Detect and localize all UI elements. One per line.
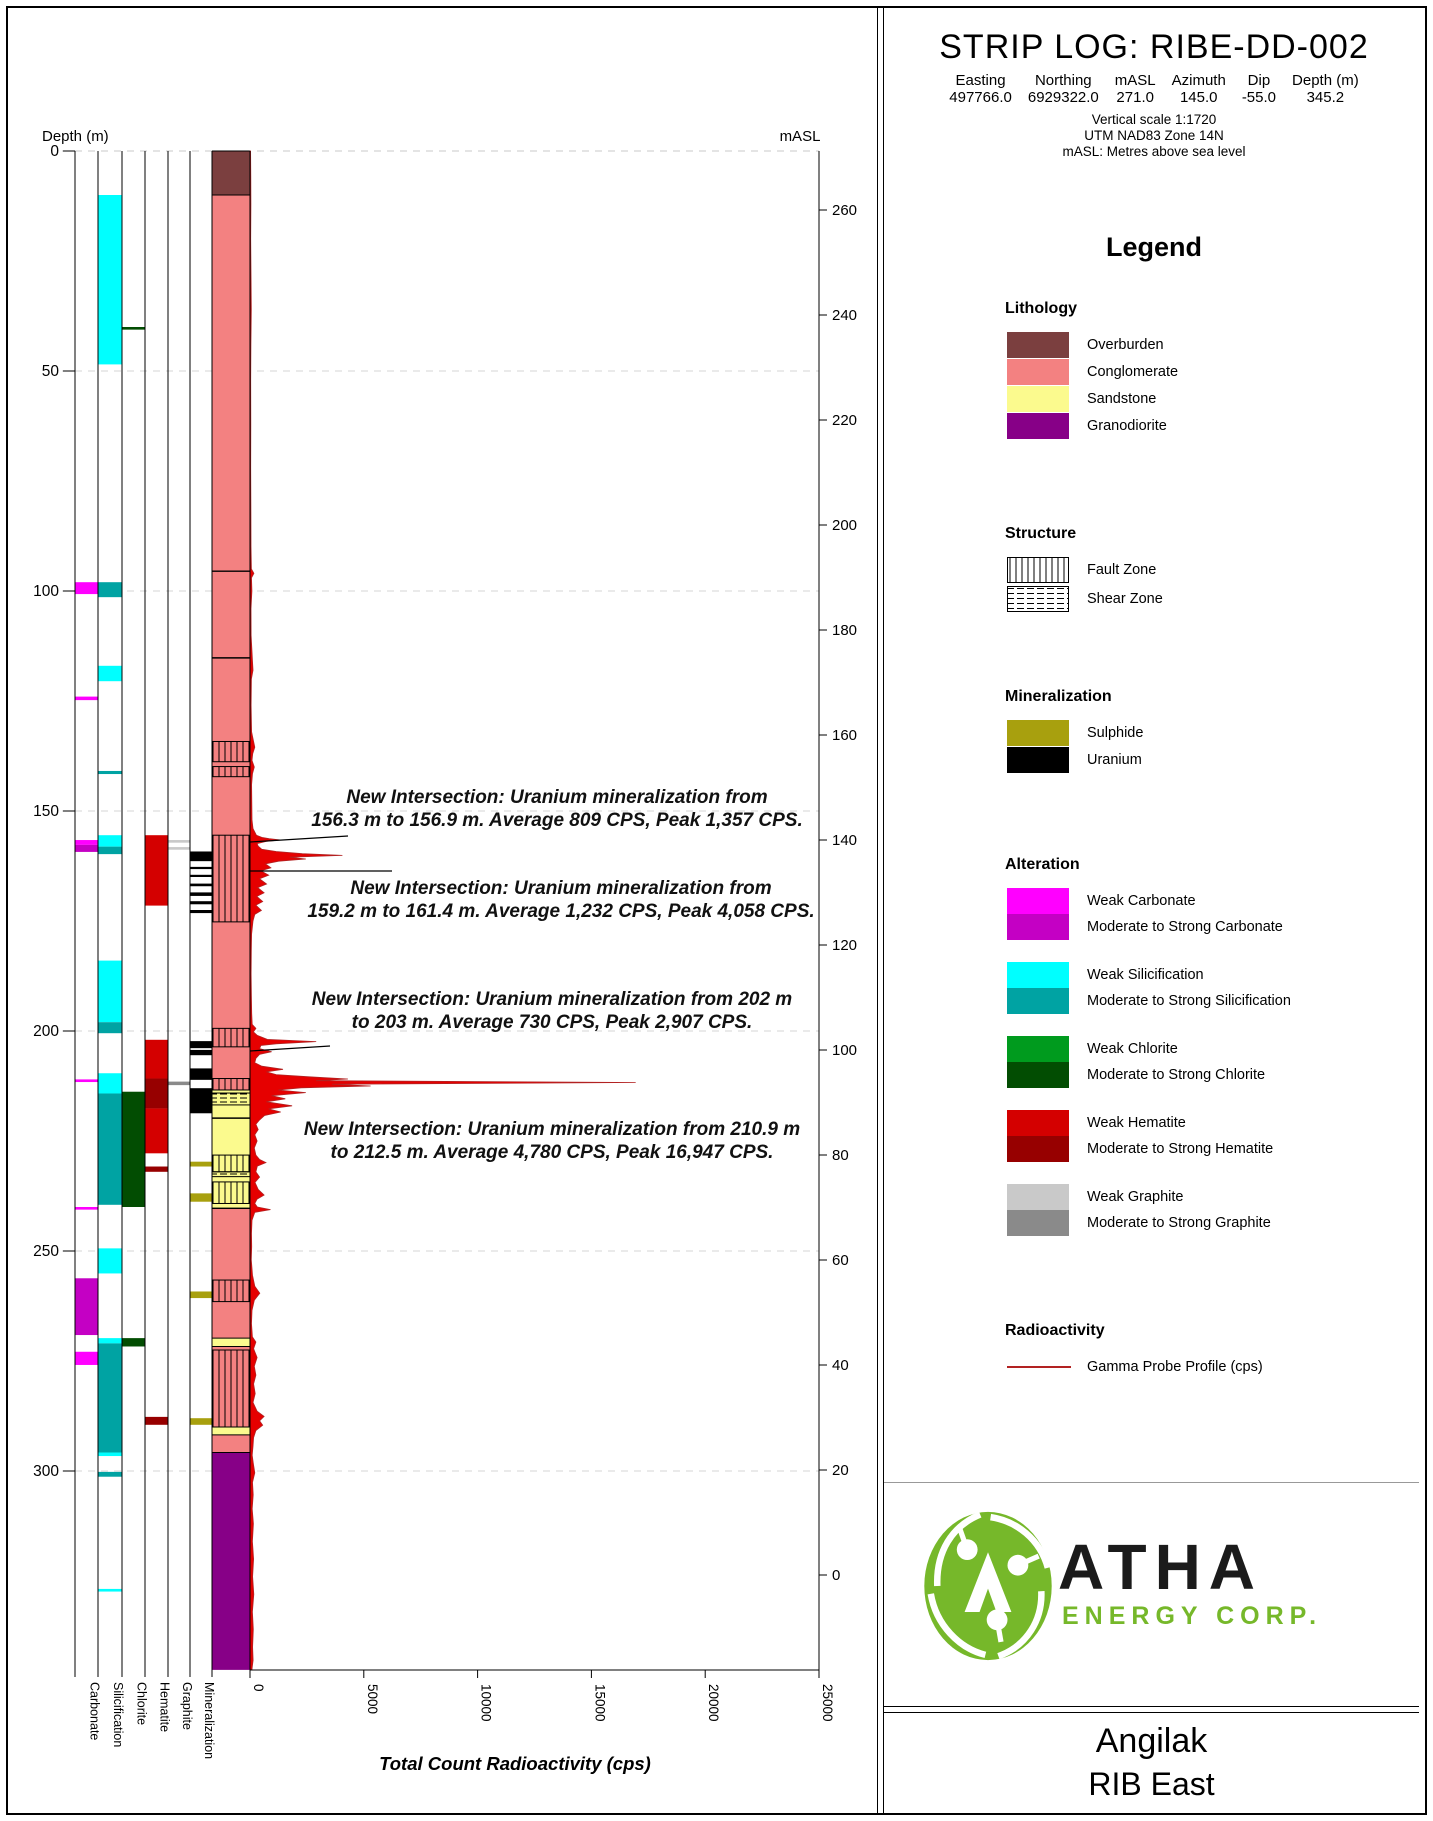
annotation-intersection-3 (242, 988, 862, 1034)
annotation-intersection-2 (251, 877, 871, 923)
svg-text:0: 0 (832, 1567, 841, 1584)
field-value: -55.0 (1241, 89, 1277, 106)
collar-field (1284, 72, 1367, 106)
svg-text:0: 0 (251, 1684, 266, 1692)
annotation-intersection-1 (247, 786, 867, 832)
svg-text:260: 260 (832, 202, 858, 219)
svg-text:Mineralization: Mineralization (202, 1682, 216, 1760)
field-label: Depth (m) (1292, 72, 1359, 89)
field-label: Easting (955, 72, 1006, 89)
brand-name: ATHA (1058, 1531, 1263, 1603)
area-name: RIB East (1088, 1766, 1215, 1802)
note-scale: Vertical scale 1:1720 (1091, 112, 1217, 127)
legend-item-label: Shear Zone (1087, 591, 1163, 607)
cps-axis (250, 1670, 835, 1774)
svg-text:15000: 15000 (592, 1684, 608, 1722)
field-value: 271.0 (1116, 89, 1154, 106)
svg-text:20: 20 (832, 1462, 849, 1479)
field-label: mASL (1114, 72, 1156, 89)
svg-text:250: 250 (33, 1243, 59, 1260)
svg-text:60: 60 (832, 1252, 849, 1269)
map-notes (890, 112, 1418, 160)
legend-item-label: Granodiorite (1087, 418, 1167, 434)
legend-item-label: Weak Graphite (1087, 1189, 1184, 1205)
annotation-line: 156.3 m to 156.9 m. Average 809 CPS, Peak 1,357 CPS. (311, 810, 803, 831)
annotation-line: to 212.5 m. Average 4,780 CPS, Peak 16,947 CPS. (330, 1142, 774, 1163)
field-value: 345.2 (1306, 89, 1345, 106)
collar-field (1107, 72, 1164, 106)
title-box-separator (884, 1706, 1419, 1707)
annotation-line: New Intersection: Uranium mineralization from 202 m (311, 989, 793, 1010)
svg-text:240: 240 (832, 307, 858, 324)
svg-text:300: 300 (33, 1463, 59, 1480)
fault-zone (212, 767, 250, 777)
fault-zone (212, 1280, 250, 1302)
legend-item-label: Gamma Probe Profile (cps) (1087, 1359, 1263, 1375)
annotation-line: New Intersection: Uranium mineralization from 210.9 m (303, 1119, 801, 1140)
legend-item-label: Moderate to Strong Carbonate (1087, 919, 1283, 935)
note-masl: mASL: Metres above sea level (1062, 144, 1246, 159)
column-labels (88, 1682, 217, 1759)
column-mineralization (190, 851, 212, 1424)
svg-text:Total Count Radioactivity (cps: Total Count Radioactivity (cps) (379, 1753, 651, 1774)
svg-text:Depth (m): Depth (m) (42, 128, 109, 145)
svg-text:180: 180 (832, 622, 858, 639)
panel-divider (883, 8, 884, 1813)
panel-divider (877, 8, 878, 1813)
fault-zone (212, 1182, 250, 1204)
shear-zone (212, 1172, 250, 1177)
legend-section-title: Structure (1005, 525, 1077, 542)
legend-item-label: Moderate to Strong Hematite (1087, 1141, 1274, 1157)
svg-text:10000: 10000 (478, 1684, 494, 1722)
legend-item-label: Moderate to Strong Chlorite (1087, 1067, 1266, 1083)
svg-text:Silicification: Silicification (111, 1682, 125, 1748)
svg-text:80: 80 (832, 1147, 849, 1164)
fault-zone (212, 1350, 250, 1427)
column-chlorite (122, 327, 145, 1346)
legend-item-label: Moderate to Strong Graphite (1087, 1215, 1271, 1231)
page-title: STRIP LOG: RIBE-DD-002 (939, 28, 1369, 66)
fault-zone (212, 1079, 250, 1090)
field-label: Azimuth (1171, 72, 1226, 89)
field-label: Dip (1247, 72, 1271, 89)
svg-text:220: 220 (832, 412, 858, 429)
collar-field (1164, 72, 1234, 106)
svg-text:Carbonate: Carbonate (87, 1682, 102, 1741)
annotation-intersection-4 (242, 1118, 862, 1164)
svg-text:Chlorite: Chlorite (134, 1682, 149, 1726)
legend-item-label: Weak Carbonate (1087, 893, 1196, 909)
column-carbonate (75, 582, 98, 1365)
column-graphite (168, 840, 190, 1085)
depth-axis (33, 128, 109, 1480)
annotation-line: to 203 m. Average 730 CPS, Peak 2,907 CPS. (351, 1012, 753, 1033)
legend-title: Legend (1105, 232, 1202, 262)
column-lithology (212, 151, 250, 1670)
field-value: 145.0 (1179, 89, 1218, 106)
svg-text:25000: 25000 (820, 1684, 835, 1722)
svg-text:200: 200 (832, 517, 858, 534)
legend-item-label: Uranium (1087, 752, 1142, 768)
svg-text:120: 120 (832, 937, 858, 954)
legend-section-title: Alteration (1005, 856, 1080, 873)
svg-text:150: 150 (33, 803, 59, 820)
note-datum: UTM NAD83 Zone 14N (1084, 128, 1224, 143)
fault-zone (212, 741, 250, 761)
shear-zone (212, 1093, 250, 1105)
svg-text:Hematite: Hematite (157, 1682, 172, 1733)
column-hematite (145, 835, 168, 1425)
title-box-separator (884, 1712, 1419, 1713)
svg-text:160: 160 (832, 727, 858, 744)
legend-section-title: Mineralization (1005, 688, 1112, 705)
legend-item-label: Moderate to Strong Silicification (1087, 993, 1291, 1009)
svg-text:0: 0 (50, 143, 59, 160)
legend-section-title: Lithology (1005, 300, 1077, 317)
field-label: Northing (1034, 72, 1092, 89)
annotation-line: New Intersection: Uranium mineralization from (350, 878, 772, 899)
collar-field (1020, 72, 1107, 106)
field-value: 6929322.0 (1027, 89, 1099, 106)
brand-tagline: ENERGY CORP. (1062, 1602, 1323, 1630)
legend-section-title: Radioactivity (1005, 1322, 1105, 1339)
legend-item-label: Overburden (1087, 337, 1164, 353)
legend-item-label: Conglomerate (1087, 364, 1179, 380)
collar-table (890, 72, 1418, 106)
svg-text:50: 50 (41, 363, 59, 380)
svg-text:20000: 20000 (706, 1684, 722, 1722)
column-silicification (98, 195, 122, 1592)
collar-field (1234, 72, 1284, 106)
project-name: Angilak (1095, 1722, 1208, 1760)
svg-text:100: 100 (33, 583, 59, 600)
legend-box-bottom (884, 1482, 1419, 1483)
svg-text:Graphite: Graphite (180, 1682, 194, 1730)
annotation-line: New Intersection: Uranium mineralization from (346, 787, 768, 808)
svg-text:mASL: mASL (779, 128, 821, 145)
legend-item-label: Sulphide (1087, 725, 1144, 741)
svg-text:200: 200 (33, 1023, 59, 1040)
legend-item-label: Weak Hematite (1087, 1115, 1186, 1131)
svg-text:40: 40 (832, 1357, 849, 1374)
atha-logo-icon (923, 1510, 1053, 1662)
collar-field (941, 72, 1020, 106)
svg-text:100: 100 (832, 1042, 858, 1059)
field-value: 497766.0 (949, 89, 1012, 106)
svg-text:5000: 5000 (364, 1684, 380, 1715)
legend-item-label: Fault Zone (1087, 562, 1157, 578)
fault-zone (212, 835, 250, 922)
legend-item-label: Sandstone (1087, 391, 1157, 407)
svg-text:140: 140 (832, 832, 858, 849)
legend-item-label: Weak Silicification (1087, 967, 1204, 983)
annotation-line: 159.2 m to 161.4 m. Average 1,232 CPS, Peak 4,058 CPS. (307, 901, 815, 922)
legend-item-label: Weak Chlorite (1087, 1041, 1178, 1057)
